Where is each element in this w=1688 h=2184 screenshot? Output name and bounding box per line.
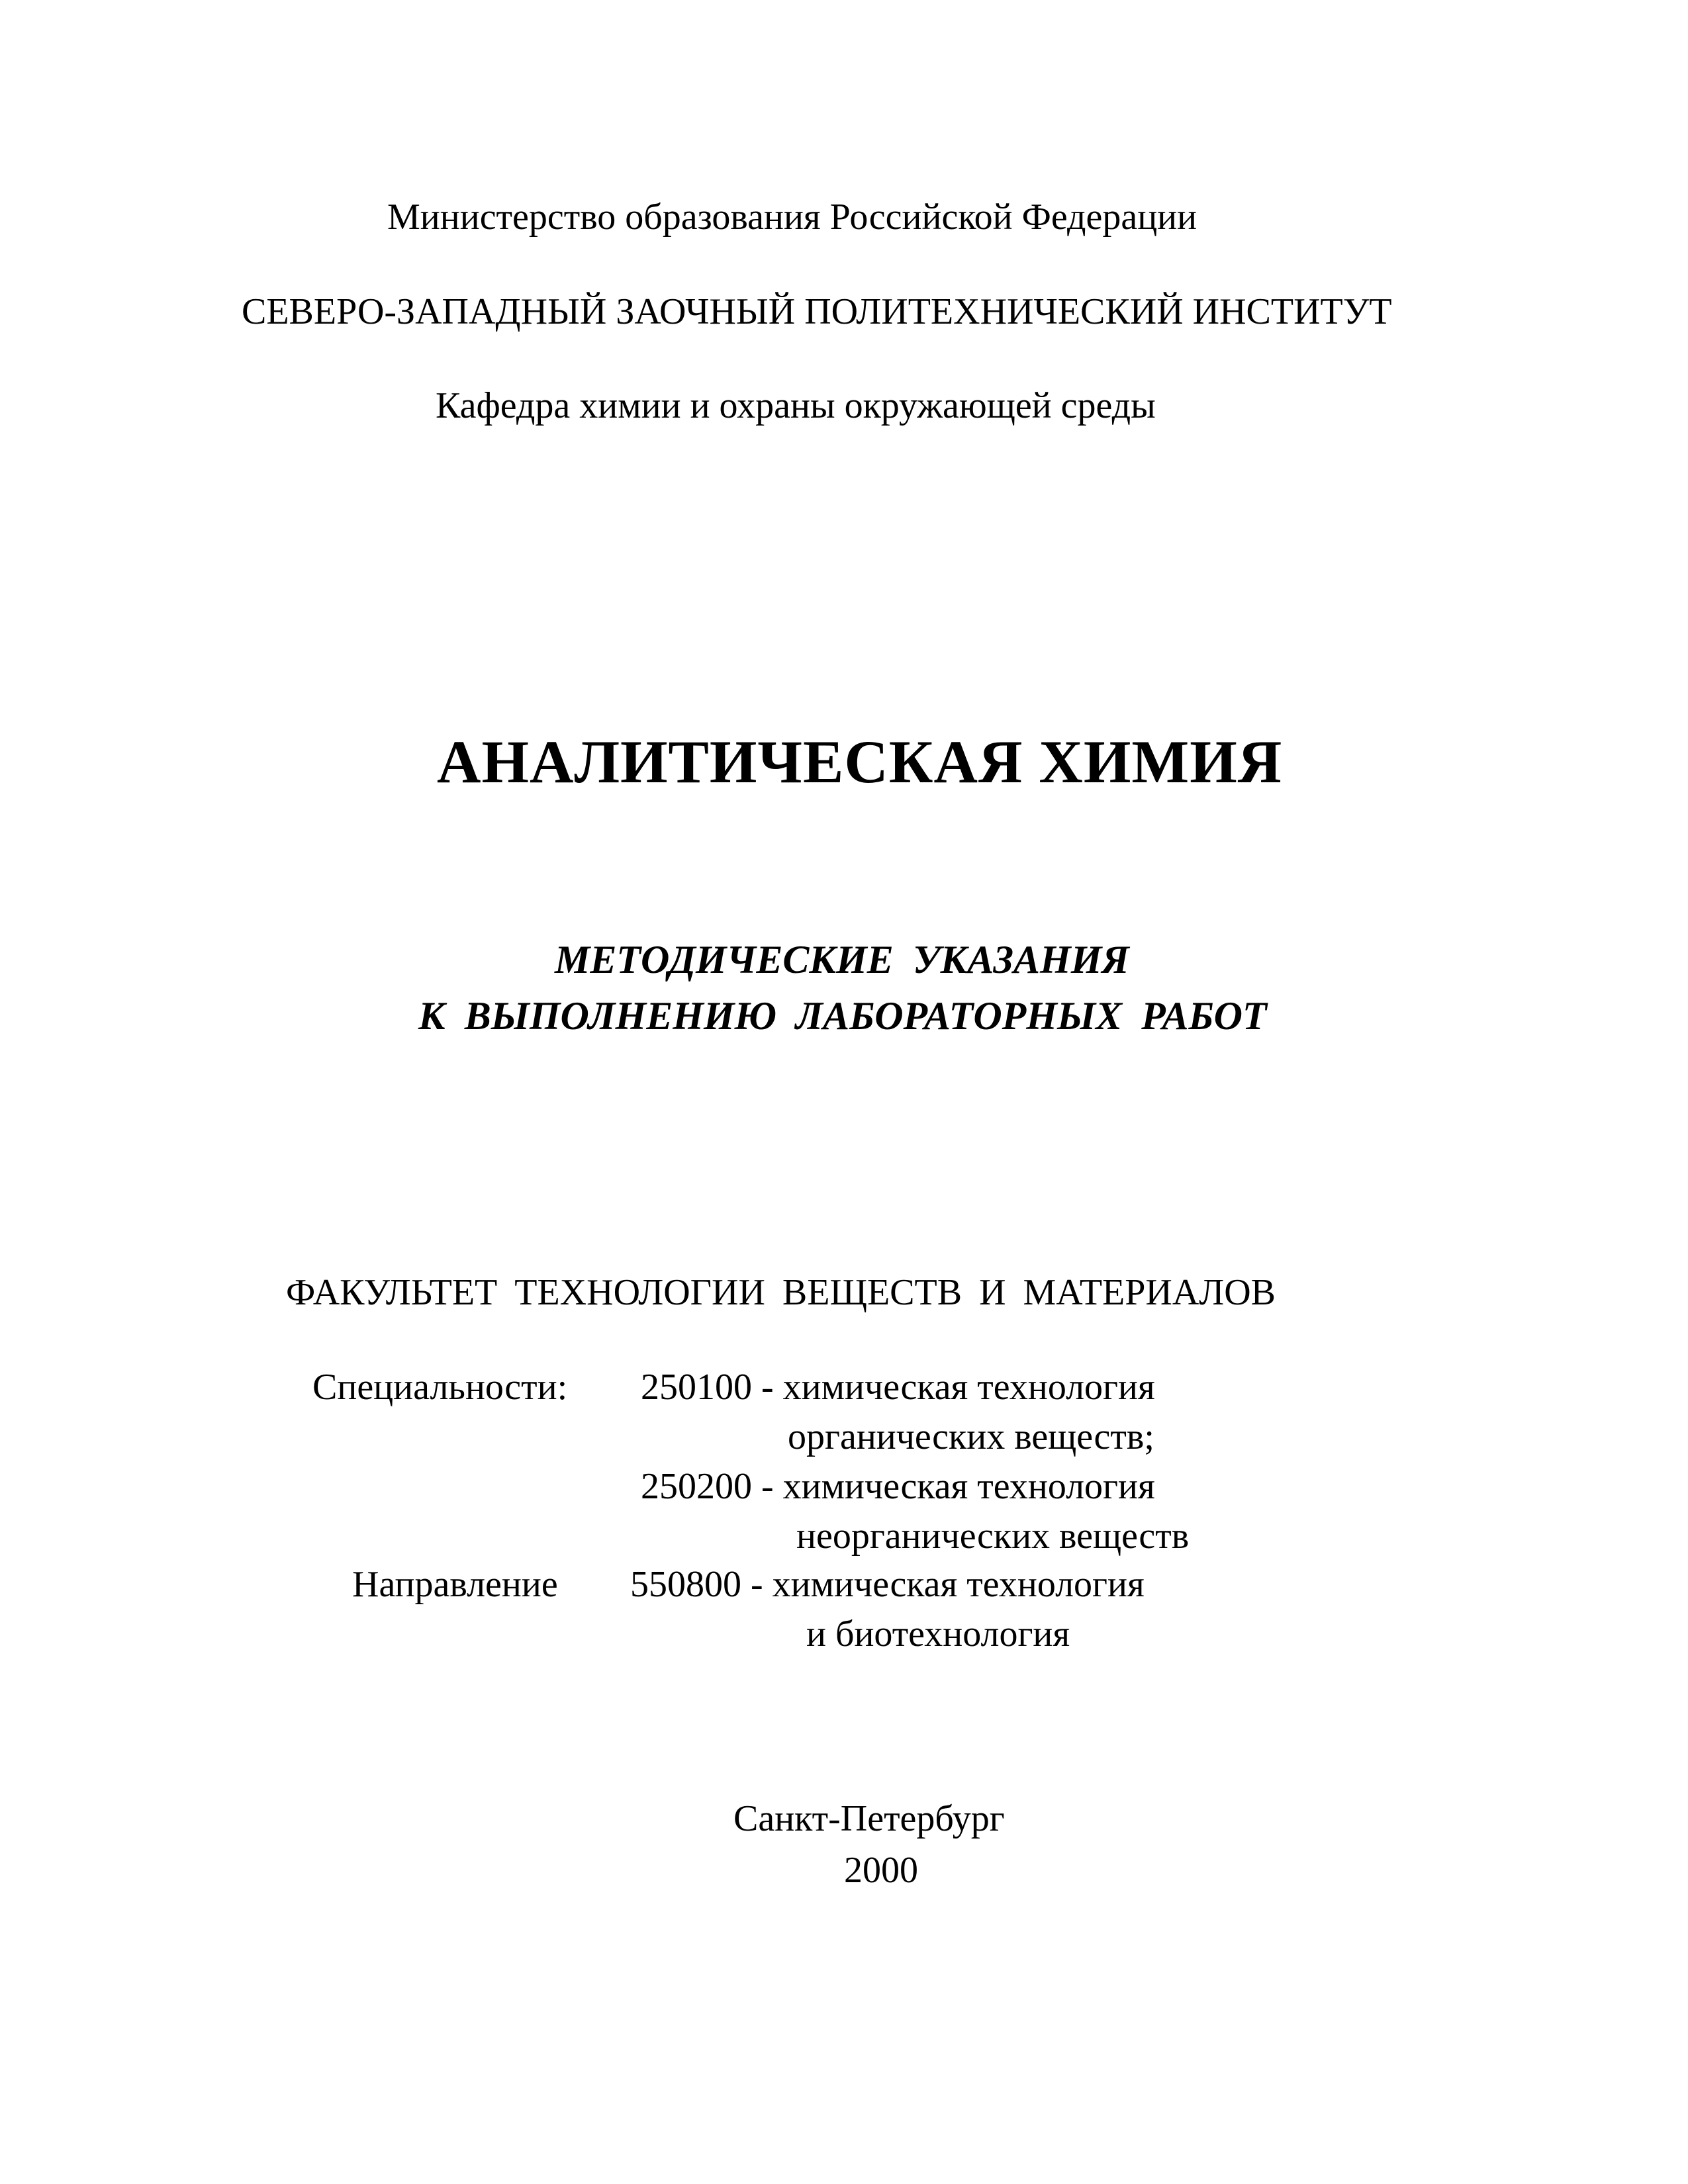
subtitle-line-2: К ВЫПОЛНЕНИЮ ЛАБОРАТОРНЫХ РАБОТ [418, 994, 1267, 1038]
direction-continuation: и биотехнология [806, 1614, 1070, 1655]
department-line: Кафедра химии и охраны окружающей среды [436, 385, 1156, 426]
ministry-line: Министерство образования Российской Федерации [387, 197, 1197, 238]
direction-label: Направление [352, 1564, 558, 1605]
direction-code-line: 550800 - химическая технология [630, 1564, 1145, 1605]
year: 2000 [844, 1850, 918, 1891]
subtitle-line-1: МЕТОДИЧЕСКИЕ УКАЗАНИЯ [555, 938, 1129, 981]
specialty-1-code-line: 250100 - химическая технология [641, 1367, 1155, 1408]
specialty-2-code-line: 250200 - химическая технология [641, 1466, 1155, 1507]
specialty-2-continuation: неорганических веществ [796, 1516, 1190, 1557]
document-title: АНАЛИТИЧЕСКАЯ ХИМИЯ [437, 728, 1283, 796]
city: Санкт-Петербург [733, 1798, 1005, 1839]
specialties-label: Специальности: [312, 1367, 568, 1408]
institute-line: СЕВЕРО-ЗАПАДНЫЙ ЗАОЧНЫЙ ПОЛИТЕХНИЧЕСКИЙ ИНСТИТУТ [242, 291, 1392, 332]
faculty-line: ФАКУЛЬТЕТ ТЕХНОЛОГИИ ВЕЩЕСТВ И МАТЕРИАЛОВ [286, 1272, 1276, 1313]
specialty-1-continuation: органических веществ; [788, 1416, 1154, 1457]
